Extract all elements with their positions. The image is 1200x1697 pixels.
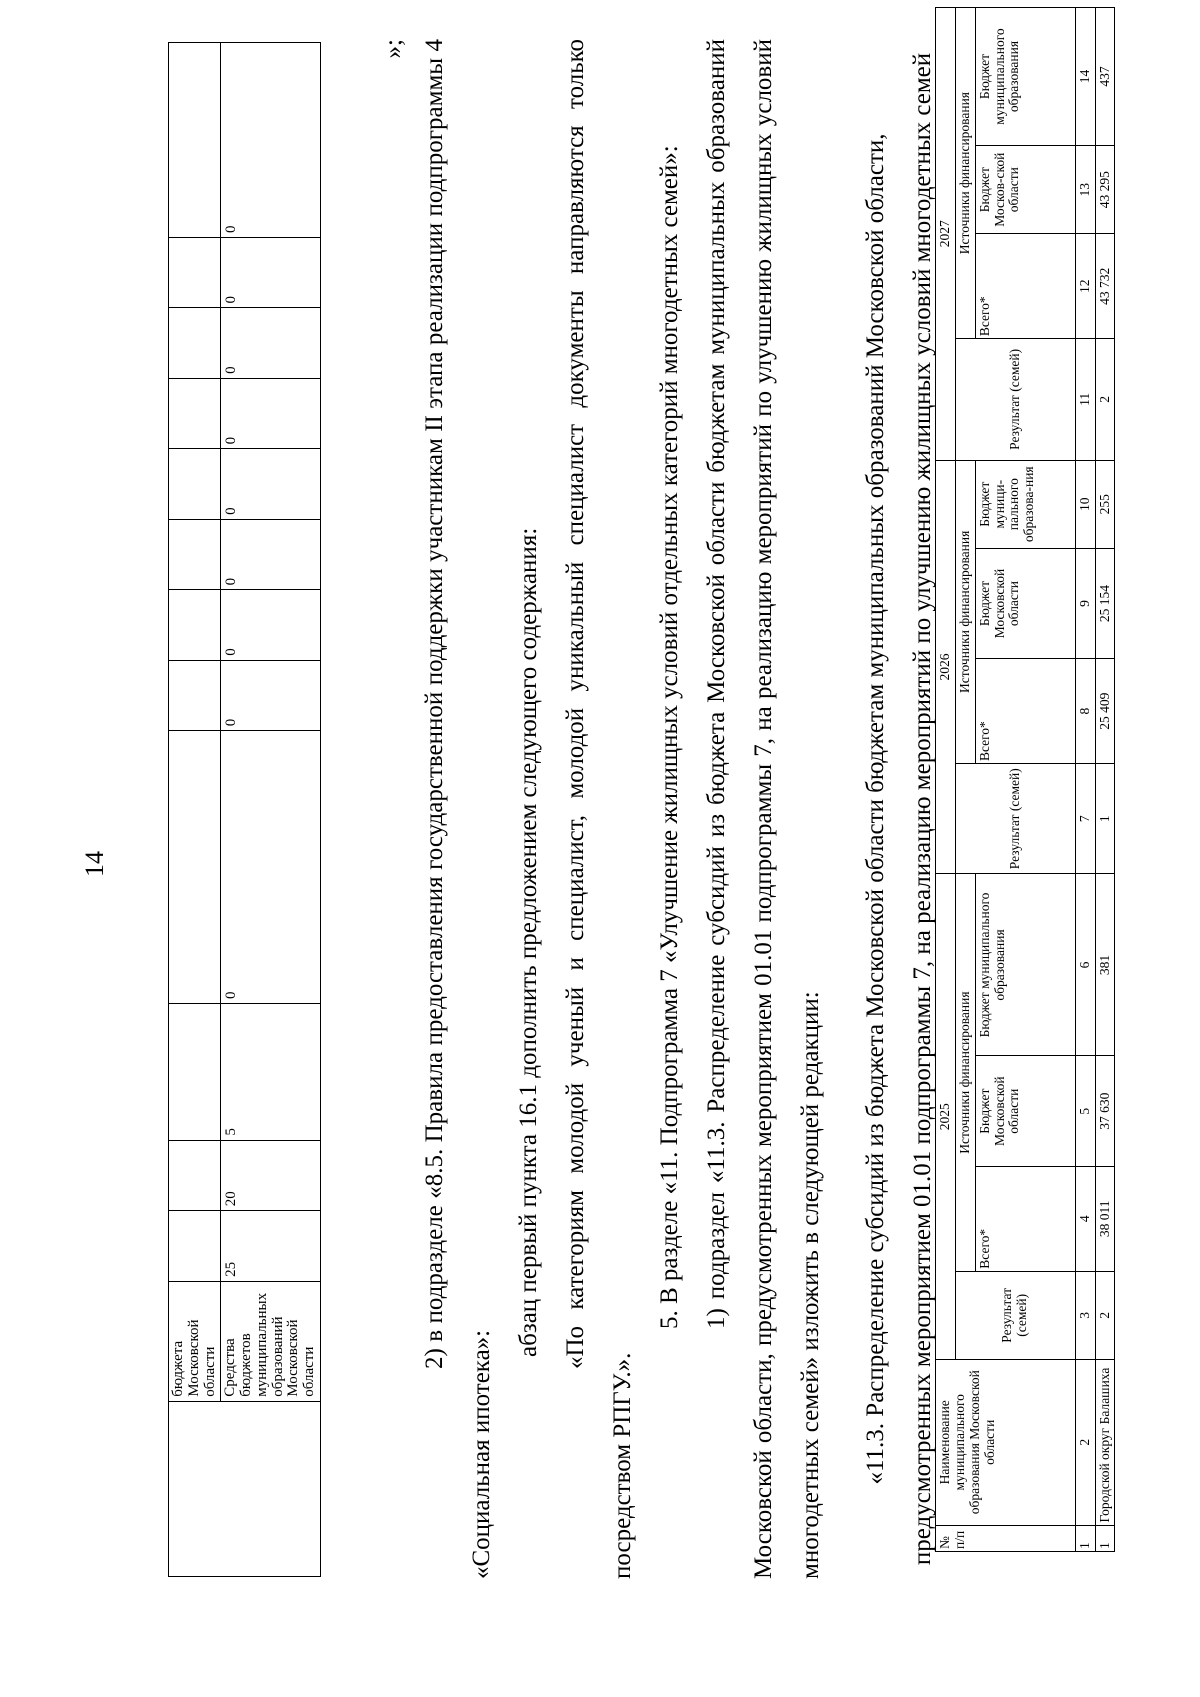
year-header: 2027 (936, 8, 956, 461)
col-header-total: Всего* (975, 659, 1075, 764)
paragraph: 1) подраздел «11.3. Распределение субсидий из бюджета Московской области бюджетам муниципальных образований Московской области, предусмотренных мероприятием 01.01 подпрограммы 7, на реализацию мероприятий по улучшению жилищных условий многодетных семей» изложить в следующей редакции: (703, 39, 824, 1579)
col-header-sources: Источники финансирования (955, 460, 975, 763)
body-text (370, 39, 946, 1579)
col-header-result: Результат (семей) (955, 1271, 1075, 1359)
row-label: Средства бюджетов муниципальных образований Московской области (221, 1281, 321, 1401)
col-header-mun-budget: Бюджет муници-пального образова-ния (975, 460, 1075, 548)
year-header: 2025 (936, 874, 956, 1360)
col-header-mo-budget: Бюджет Москов-ской области (975, 146, 1075, 234)
col-header-total: Всего* (975, 234, 1075, 339)
table-header-row (936, 8, 956, 1552)
column-number-row: 1 2 3 4 5 6 7 8 9 10 11 12 13 14 (1075, 8, 1095, 1552)
top-table (168, 42, 321, 1577)
col-header-sources: Источники финансирования (955, 874, 975, 1271)
col-header-mun-budget: Бюджет муниципального образования (975, 8, 1075, 146)
row-label: бюджета Московской области (169, 1281, 221, 1401)
col-header-total: Всего* (975, 1166, 1075, 1271)
table-row: 1 Городской округ Балашиха 2 38 011 37 630 381 1 25 409 25 154 255 2 43 732 43 295 437 (1095, 8, 1115, 1552)
col-header-mun-budget: Бюджет муниципального образования (975, 874, 1075, 1056)
subsidy-table (935, 7, 1115, 1552)
paragraph: 2) в подразделе «8.5. Правила предоставления государственной поддержки участникам II этапа реализации подпрограммы 4 «Социальная ипотека»: (421, 39, 495, 1579)
col-header-result: Результат (семей) (955, 764, 1075, 874)
top-table-row: Средства бюджетов муниципальных образований Московской области 25 20 5 0 0 0 0 0 0 0 0 0 (221, 43, 321, 1577)
table-header-row (955, 8, 975, 1552)
col-header-mo-budget: Бюджет Московской области (975, 548, 1075, 658)
col-header-result: Результат (семей) (955, 339, 1075, 460)
top-table-row (169, 43, 221, 1577)
page-number: 14 (80, 851, 109, 877)
paragraph: «По категориям молодой ученый и специалист, молодой уникальный специалист документы направляются только посредством РПГУ.». (562, 39, 636, 1579)
year-header: 2026 (936, 460, 956, 874)
quote-close: »; (380, 39, 407, 59)
paragraph: абзац первый пункта 16.1 дополнить предложением следующего содержания: (515, 527, 542, 1357)
col-header-name: Наименование муниципального образования Московской области (936, 1359, 1076, 1525)
col-header-mo-budget: Бюджет Московской области (975, 1056, 1075, 1166)
section-heading: «11.3. Распределение субсидий из бюджета Московской области бюджетам муниципальных образований Московской области, предусмотренных мероприятием 01.01 подпрограммы 7, на реализацию мероприятий по улучшению жилищных условий многодетных семей (862, 52, 936, 1566)
col-header-num: № п/п (936, 1525, 1076, 1551)
col-header-sources: Источники финансирования (955, 8, 975, 339)
municipality-name: Городской округ Балашиха (1095, 1359, 1115, 1525)
paragraph: 5. В разделе «11. Подпрограмма 7 «Улучшение жилищных условий отдельных категорий многодетных семей»: (656, 145, 683, 1329)
